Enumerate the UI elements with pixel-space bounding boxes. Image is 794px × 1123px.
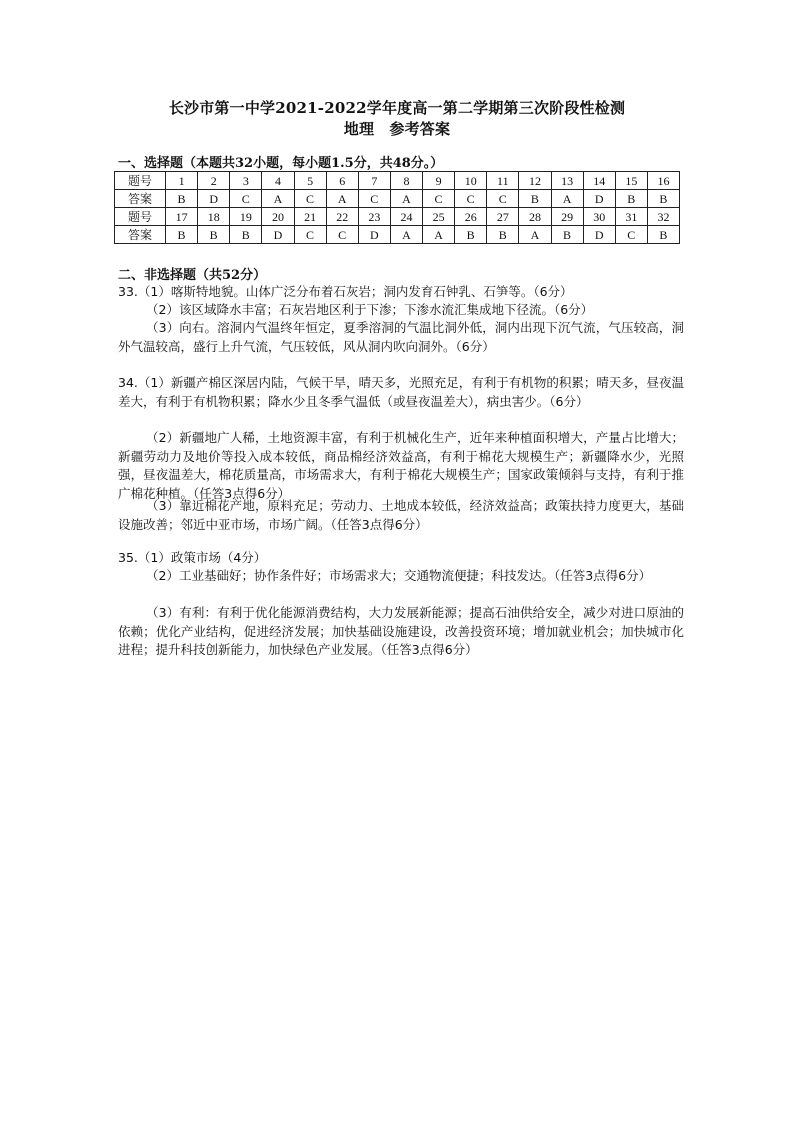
section1-heading: 一、选择题（本题共32小题，每小题1.5分，共48分。） [118,156,444,171]
question-number-cell: 22 [326,208,358,226]
question-number-cell: 14 [583,172,615,190]
question-number-cell: 2 [198,172,230,190]
question-number-cell: 19 [230,208,262,226]
question-number-row [115,172,680,190]
answer-cell: C [326,226,358,244]
q35-part3: （3）有利：有利于优化能源消费结构，大力发展新能源；提高石油供给安全，减少对进口原油的依赖；优化产业结构，促进经济发展；加快基础设施建设，改善投资环境；增加就业机会；加快城市化进程；提升科技创新能力，加快绿色产业发展。（任答3点得6分） [118,605,684,657]
question-number-cell: 24 [390,208,422,226]
question-number-cell: 27 [487,208,519,226]
q33-part2: （2）该区域降水丰富；石灰岩地区利于下渗；下渗水流汇集成地下径流。（6分） [146,302,594,317]
q33-part1: 33.（1）喀斯特地貌。山体广泛分布着石灰岩；洞内发育石钟乳、石笋等。（6分） [118,284,573,299]
answer-cell: C [358,190,390,208]
answer-cell: C [455,190,487,208]
question-number-cell: 32 [647,208,679,226]
answer-cell: D [198,190,230,208]
answer-cell: B [551,226,583,244]
answer-cell: B [647,190,679,208]
section2-heading: 二、非选择题（共52分） [118,268,267,283]
answer-cell: B [198,226,230,244]
question-number-cell: 23 [358,208,390,226]
answer-cell: A [423,226,455,244]
answer-cell: A [519,226,551,244]
question-number-cell: 20 [262,208,294,226]
question-number-row [115,208,680,226]
answer-cell: D [583,226,615,244]
question-number-cell: 5 [294,172,326,190]
answer-cell: D [262,226,294,244]
answer-cell: A [390,226,422,244]
question-number-cell: 29 [551,208,583,226]
question-number-cell: 25 [423,208,455,226]
answer-cell: C [294,190,326,208]
question-number-cell: 18 [198,208,230,226]
answer-cell: C [423,190,455,208]
question-number-cell: 1 [166,172,198,190]
answer-cell: C [615,226,647,244]
q34-part3: （3）靠近棉花产地，原料充足；劳动力、土地成本较低，经济效益高；政策扶持力度更大，基础设施改善；邻近中亚市场，市场广阔。（任答3点得6分） [118,498,684,532]
answer-cell: B [519,190,551,208]
q35-part1: 35.（1）政策市场（4分） [118,550,267,565]
page-title: 长沙市第一中学2021-2022学年度高一第二学期第三次阶段性检测 [168,99,626,117]
question-number-cell: 16 [647,172,679,190]
q34-part1: 34.（1）新疆产棉区深居内陆，气候干旱，晴天多，光照充足，有利于有机物的积累；晴天多，昼夜温差大，有利于有机物积累；降水少且冬季气温低（或昼夜温差大），病虫害少。（6分） [118,375,684,409]
answer-cell: C [487,190,519,208]
q35-part2: （2）工业基础好；协作条件好；市场需求大；交通物流便捷；科技发达。（任答3点得6分） [146,568,652,583]
question-number-cell: 30 [583,208,615,226]
question-number-cell: 31 [615,208,647,226]
question-number-cell: 17 [166,208,198,226]
answer-cell: A [551,190,583,208]
answer-cell: B [487,226,519,244]
answer-cell: B [615,190,647,208]
question-number-cell: 13 [551,172,583,190]
answer-cell: C [294,226,326,244]
question-number-cell: 8 [390,172,422,190]
answer-row [115,226,680,244]
q34-part2: （2）新疆地广人稀，土地资源丰富，有利于机械化生产，近年来种植面积增大，产量占比增大；新疆劳动力及地价等投入成本较低，商品棉经济效益高，有利于棉花大规模生产；新疆降水少，光照强，昼夜温差大，棉花质量高，市场需求大，有利于棉花大规模生产；国家政策倾斜与支持，有利于推广棉花种植。（任答3点得6分） [118,430,684,501]
question-number-cell: 10 [455,172,487,190]
question-number-cell: 28 [519,208,551,226]
row-label-question: 题号 [115,208,166,226]
answer-cell: D [583,190,615,208]
answer-table [114,171,680,244]
row-label-question: 题号 [115,172,166,190]
question-number-cell: 15 [615,172,647,190]
question-number-cell: 7 [358,172,390,190]
answer-cell: B [166,190,198,208]
answer-cell: A [390,190,422,208]
question-number-cell: 3 [230,172,262,190]
answer-cell: B [455,226,487,244]
answer-row [115,190,680,208]
answer-cell: C [230,190,262,208]
question-number-cell: 9 [423,172,455,190]
answer-cell: B [230,226,262,244]
answer-cell: D [358,226,390,244]
answer-cell: B [647,226,679,244]
answer-cell: A [262,190,294,208]
row-label-answer: 答案 [115,226,166,244]
question-number-cell: 4 [262,172,294,190]
q33-part3: （3）向右。溶洞内气温终年恒定，夏季溶洞的气温比洞外低，洞内出现下沉气流，气压较高，洞外气温较高，盛行上升气流，气压较低，风从洞内吹向洞外。（6分） [118,320,684,354]
question-number-cell: 12 [519,172,551,190]
question-number-cell: 21 [294,208,326,226]
row-label-answer: 答案 [115,190,166,208]
answer-cell: B [166,226,198,244]
page-subtitle: 地理 参考答案 [343,120,451,138]
answer-cell: A [326,190,358,208]
question-number-cell: 26 [455,208,487,226]
question-number-cell: 11 [487,172,519,190]
question-number-cell: 6 [326,172,358,190]
